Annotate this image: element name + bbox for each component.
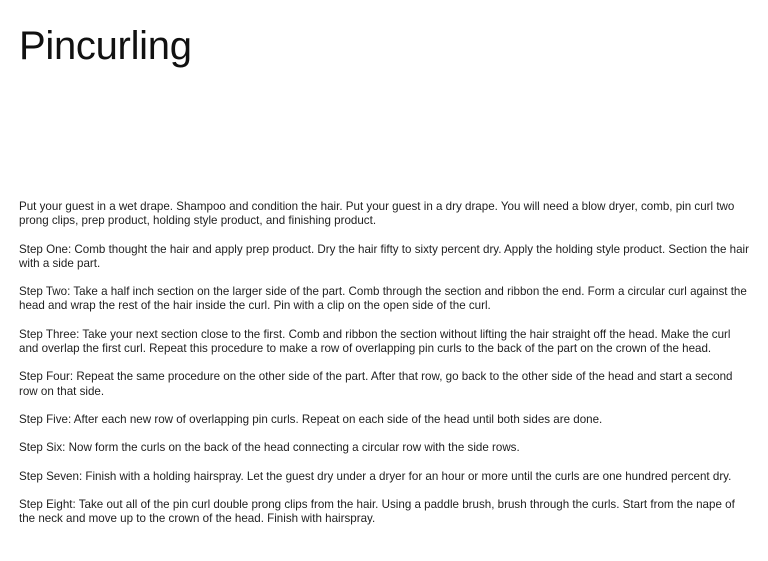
step-seven-paragraph: Step Seven: Finish with a holding hairspray. Let the guest dry under a dryer for an hour or more until the curls are one hundred percent dry. bbox=[19, 469, 732, 483]
step-eight-paragraph: Step Eight: Take out all of the pin curl double prong clips from the hair. Using a paddle brush, brush through the curls. Start from the nape of the neck and move up to the crown of the head. Finish with hairspray. bbox=[19, 498, 735, 526]
slide-body bbox=[19, 200, 749, 541]
step-two-paragraph: Step Two: Take a half inch section on the larger side of the part. Comb through the section and ribbon the end. Form a circular curl against the head and wrap the rest of the hair inside the curl. Pin with a clip on the open side of the curl. bbox=[19, 285, 747, 313]
step-four-paragraph: Step Four: Repeat the same procedure on the other side of the part. After that row, go back to the other side of the head and start a second row on that side. bbox=[19, 370, 733, 398]
step-five-paragraph: Step Five: After each new row of overlapping pin curls. Repeat on each side of the head until both sides are done. bbox=[19, 412, 603, 426]
step-one-paragraph: Step One: Comb thought the hair and apply prep product. Dry the hair fifty to sixty percent dry. Apply the holding style product. Section the hair with a side part. bbox=[19, 242, 749, 270]
step-three-paragraph: Step Three: Take your next section close to the first. Comb and ribbon the section without lifting the hair straight off the head. Make the curl and overlap the first curl. Repeat this procedure to make a row of overlapping pin curls to the back of the part on the crown of the head. bbox=[19, 327, 731, 355]
step-six-paragraph: Step Six: Now form the curls on the back of the head connecting a circular row with the side rows. bbox=[19, 441, 520, 455]
intro-paragraph: Put your guest in a wet drape. Shampoo and condition the hair. Put your guest in a dry drape. You will need a blow dryer, comb, pin curl two prong clips, prep product, holding style product, and finishing product. bbox=[19, 200, 735, 228]
slide-title: Pincurling bbox=[19, 24, 192, 68]
